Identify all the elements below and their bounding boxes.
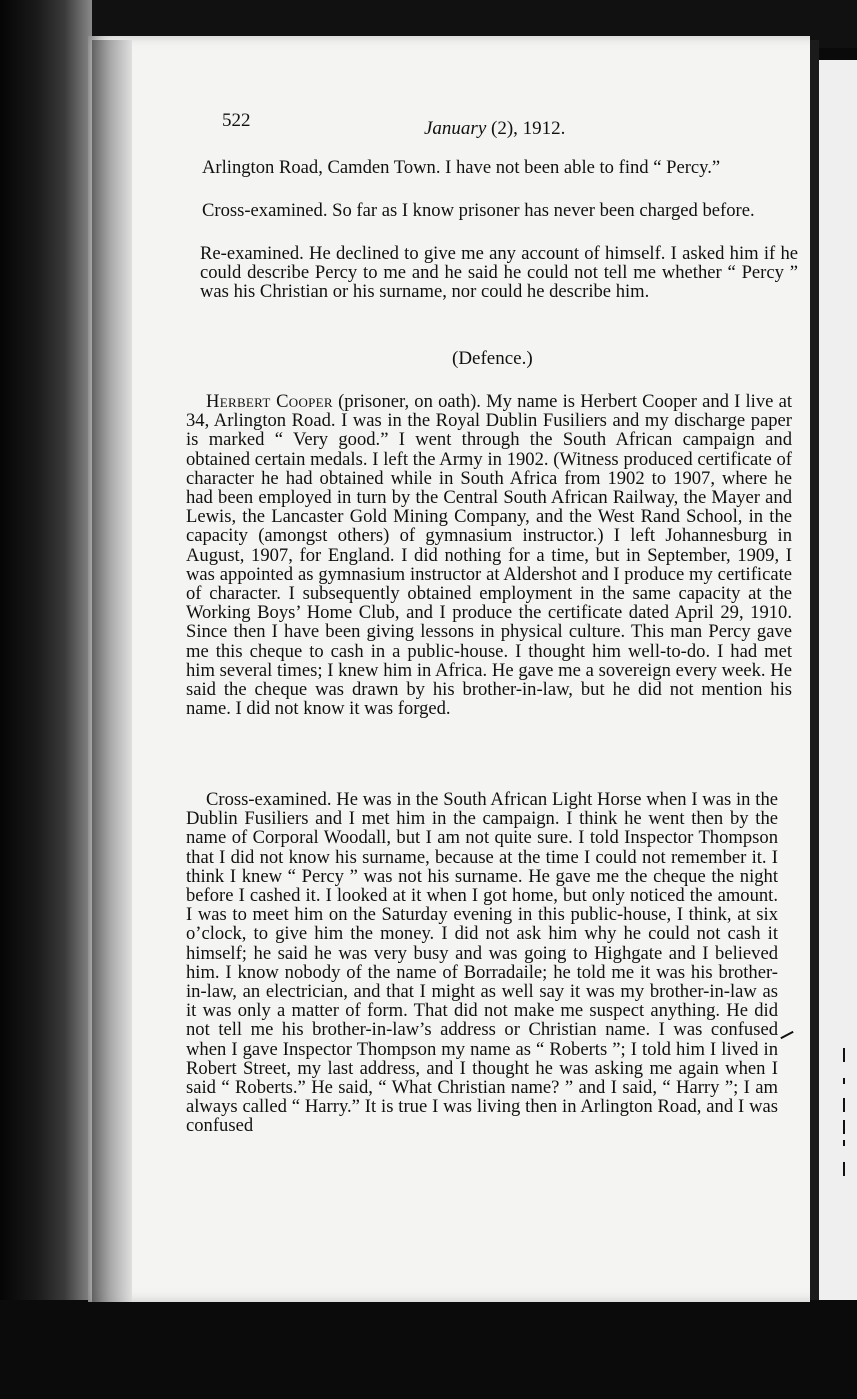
paragraph-cross-examination	[186, 790, 778, 1136]
defence-testimony-text: (prisoner, on oath). My name is Herbert Cooper and I live at 34, Arlington Road. I was in the Royal Dublin Fusiliers and my discharge paper is marked “ Very good.” I went through the South African campaign and obtained certain medals. I left the Army in 1902. (Witness produced certificate of character he had obtained while in South Africa from 1902 to 1907, where he had been employed in turn by the Central South African Railway, the Mayer and Lewis, the Lancaster Gold Mining Company, and the West Rand School, in the capacity (amongst others) of gymnasium instructor.) I left Johannesburg in August, 1907, for England. I did nothing for a time, but in September, 1909, I was appointed as gymnasium instructor at Aldershot and I produce my certificate of character. I subsequently obtained employment in the same capacity at the Working Boys’ Home Club, and I produce the certificate dated April 29, 1910. Since then I have been giving lessons in physical culture. This man Percy gave me this cheque to cash in a public-house. I thought him well-to-do. I had met him several times; I knew him in Africa. He gave me a sovereign every week. He said the cheque was drawn by his brother-in-law, but he did not mention his name. I did not know it was forged.	[186, 391, 793, 720]
margin-mark	[843, 1078, 855, 1084]
margin-mark	[843, 1120, 855, 1134]
cross-examination-text: Cross-examined. He was in the South African Light Horse when I was in the Dublin Fusiliers and I met him in the campaign. I think he went then by the name of Corporal Woodall, but I am not quite sure. I told Inspector Thompson that I did not know his surname, because at the time I could not remember it. I think I knew “ Percy ” was not his surname. He gave me the cheque the night before I cashed it. I looked at it when I got home, but only noticed the amount. I was to meet him on the Saturday evening in this public-house, I think, at six o’clock, to give him the money. I did not ask him why he could not cash it himself; he said he was very busy and was going to Highgate and I believed him. I know nobody of the name of Borradaile; he told me it was his brother-in-law, an electrician, and that I might as well say it was my brother-in-law as it was only a matter of form. That did not make me suspect anything. He did not tell me his brother-in-law’s address or Christian name. I was confused when I gave Inspector Thompson my name as “ Roberts ”; I told him I lived in Robert Street, my last address, and I thought he was asking me again when I said “ Roberts.” He said, “ What Christian name? ” and I said, “ Harry ”; I am always called “ Harry.” It is true I was living then in Arlington Road, and I was confused	[186, 789, 778, 1137]
paragraph-re-examined: Re-examined. He declined to give me any account of himself. I asked him if he could describe Percy to me and he said he could not tell me whether “ Percy ” was his Christian or his surname, nor could he describe him.	[200, 243, 798, 303]
running-head-date	[424, 118, 565, 140]
scan-border-bottom	[0, 1300, 857, 1399]
margin-mark	[843, 1048, 855, 1062]
paragraph-defence-testimony	[186, 392, 792, 718]
running-head-month: January	[424, 118, 487, 139]
margin-mark	[843, 1162, 855, 1176]
defence-heading: (Defence.)	[452, 348, 533, 369]
margin-mark	[843, 1140, 855, 1146]
scan-border-left	[0, 0, 92, 1399]
paragraph-1: Arlington Road, Camden Town. I have not been able to find “ Percy.”	[202, 157, 721, 178]
margin-mark	[843, 1098, 855, 1112]
page-binding-shadow	[92, 40, 132, 1302]
adjacent-page-strip	[815, 60, 857, 1300]
witness-name: Herbert Cooper	[206, 391, 333, 412]
page-number: 522	[222, 110, 251, 131]
running-head-year: (2), 1912.	[486, 118, 566, 139]
paragraph-cross-examined: Cross-examined. So far as I know prisoner has never been charged before.	[202, 200, 755, 221]
